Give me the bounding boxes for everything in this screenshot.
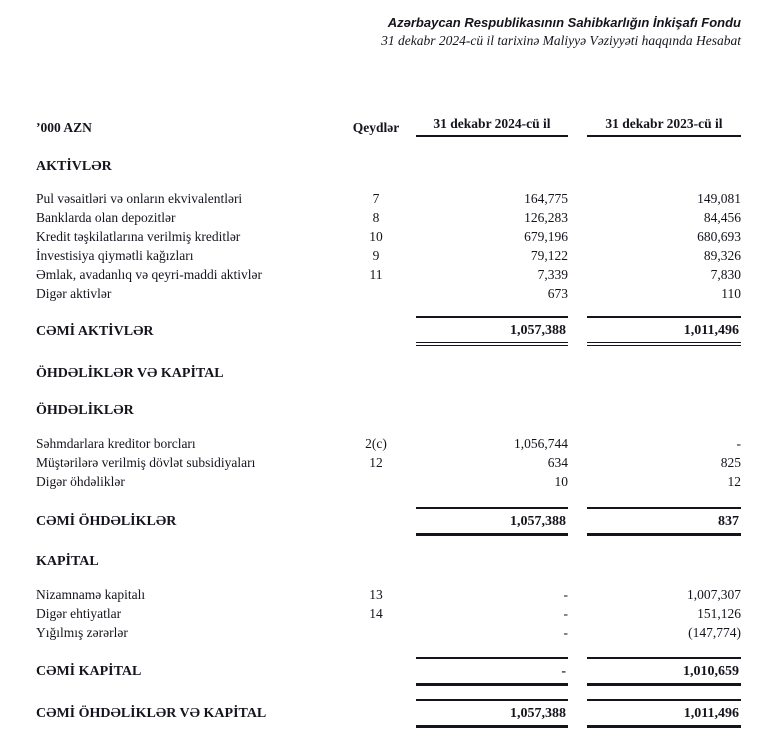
row-value-2024: 164,775 — [524, 191, 568, 206]
row-value-2023: (147,774) — [688, 625, 741, 640]
currency-unit-header: ’000 AZN — [36, 120, 92, 135]
row-value-2023: 680,693 — [697, 229, 741, 244]
table-row — [36, 227, 741, 246]
row-note: 7 — [372, 191, 380, 206]
row-value-2023: 7,830 — [710, 267, 741, 282]
table-row — [36, 585, 741, 604]
total-label: CƏMİ AKTİVLƏR — [36, 324, 154, 339]
row-value-2023: 825 — [720, 455, 741, 470]
row-value-2024: - — [563, 625, 568, 640]
row-label: Nizamnamə kapitalı — [36, 587, 146, 602]
total-value-2024: 1,057,388 — [416, 699, 568, 728]
row-value-2024: 126,283 — [524, 210, 568, 225]
total-value-2024: - — [416, 657, 568, 686]
total-value-2023: 1,011,496 — [587, 699, 741, 728]
row-note: 12 — [369, 455, 383, 470]
grand-total-row — [36, 699, 741, 728]
row-value-2023: 110 — [721, 286, 741, 301]
row-value-2023: 89,326 — [703, 248, 741, 263]
row-label: Pul vəsaitləri və onların ekvivalentləri — [36, 191, 243, 206]
row-label: Müştərilərə verilmiş dövlət subsidiyaları — [36, 455, 256, 470]
column-header-2024: 31 dekabr 2024-cü il — [416, 114, 568, 137]
row-note: 14 — [369, 606, 383, 621]
total-value-2023: 837 — [587, 507, 741, 536]
section-title-equity: KAPİTAL — [36, 554, 99, 569]
total-label: CƏMİ KAPİTAL — [36, 664, 142, 679]
table-column-headers — [36, 114, 741, 137]
notes-column-header: Qeydlər — [352, 120, 400, 135]
row-value-2024: 679,196 — [524, 229, 568, 244]
row-note: 9 — [372, 248, 380, 263]
section-title-liabilities: ÖHDƏLİKLƏR — [36, 403, 134, 418]
row-value-2023: 1,007,307 — [687, 587, 741, 602]
total-label: CƏMİ ÖHDƏLİKLƏR VƏ KAPİTAL — [36, 706, 267, 721]
total-equity-row — [36, 657, 741, 686]
total-value-2023: 1,010,659 — [587, 657, 741, 686]
section-title-assets: AKTİVLƏR — [36, 159, 112, 174]
table-row — [36, 208, 741, 227]
row-value-2023: 84,456 — [703, 210, 741, 225]
row-label: Digər aktivlər — [36, 286, 112, 301]
row-label: Yığılmış zərərlər — [36, 625, 128, 640]
table-row — [36, 189, 741, 208]
row-label: Banklarda olan depozitlər — [36, 210, 176, 225]
row-value-2023: 12 — [727, 474, 741, 489]
row-note: 11 — [369, 267, 383, 282]
total-liabilities-row — [36, 507, 741, 536]
total-label: CƏMİ ÖHDƏLİKLƏR — [36, 514, 177, 529]
table-row — [36, 284, 741, 303]
total-assets-row — [36, 316, 741, 346]
table-row — [36, 604, 741, 623]
total-value-2024: 1,057,388 — [416, 316, 568, 346]
assets-rows — [36, 189, 741, 303]
table-row — [36, 623, 741, 642]
row-note: 2(c) — [365, 436, 387, 451]
row-label: Digər ehtiyatlar — [36, 606, 122, 621]
total-value-2024: 1,057,388 — [416, 507, 568, 536]
table-row — [36, 434, 741, 453]
row-value-2024: 634 — [547, 455, 568, 470]
row-value-2024: 10 — [554, 474, 568, 489]
row-value-2024: 7,339 — [537, 267, 568, 282]
row-value-2024: - — [563, 606, 568, 621]
report-title: 31 dekabr 2024-cü il tarixinə Maliyyə Vəziyyəti haqqında Hesabat — [381, 33, 741, 48]
row-value-2024: 673 — [547, 286, 568, 301]
row-value-2024: 1,056,744 — [514, 436, 568, 451]
row-label: Kredit təşkilatlarına verilmiş kreditlər — [36, 229, 241, 244]
table-row — [36, 246, 741, 265]
liabilities-rows — [36, 434, 741, 491]
row-label: İnvestisiya qiymətli kağızları — [36, 248, 194, 263]
row-value-2023: 151,126 — [697, 606, 741, 621]
row-value-2023: - — [736, 436, 741, 451]
equity-rows — [36, 585, 741, 642]
document-header — [36, 14, 741, 50]
row-value-2024: 79,122 — [530, 248, 568, 263]
column-header-2023: 31 dekabr 2023-cü il — [587, 114, 741, 137]
table-row — [36, 472, 741, 491]
row-note: 8 — [372, 210, 380, 225]
row-label: Əmlak, avadanlıq və qeyri-maddi aktivlər — [36, 267, 263, 282]
section-title-liabilities-equity: ÖHDƏLİKLƏR VƏ KAPİTAL — [36, 366, 224, 381]
organization-name: Azərbaycan Respublikasının Sahibkarlığın İnkişafı Fondu — [387, 15, 741, 30]
row-note: 10 — [369, 229, 383, 244]
row-label: Səhmdarlara kreditor borcları — [36, 436, 196, 451]
row-value-2023: 149,081 — [697, 191, 741, 206]
table-row — [36, 453, 741, 472]
total-value-2023: 1,011,496 — [587, 316, 741, 346]
row-value-2024: - — [563, 587, 568, 602]
row-note: 13 — [369, 587, 383, 602]
row-label: Digər öhdəliklər — [36, 474, 125, 489]
table-row — [36, 265, 741, 284]
